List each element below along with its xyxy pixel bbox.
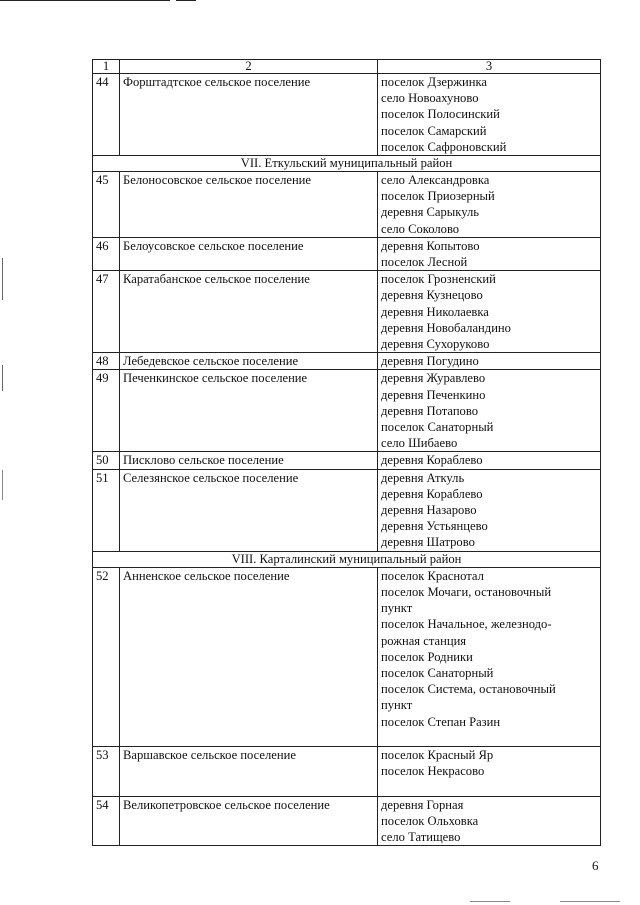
locality-item: поселок Санаторный bbox=[381, 420, 494, 435]
settlement-name: Белоусовское сельское поселение bbox=[120, 237, 378, 270]
locality-item: деревня Журавлево bbox=[381, 371, 486, 386]
row-number: 44 bbox=[93, 74, 120, 156]
settlement-name: Писклово сельское поселение bbox=[120, 452, 378, 469]
localities-cell bbox=[378, 271, 601, 353]
locality-item: деревня Горная bbox=[381, 797, 464, 812]
localities-cell bbox=[378, 370, 601, 452]
locality-item: пункт bbox=[381, 698, 413, 713]
locality-item: поселок Начальное, железнодо- bbox=[381, 617, 552, 632]
locality-item: поселок Мочаги, остановочный bbox=[381, 584, 552, 599]
scan-edge-mark bbox=[0, 0, 170, 1]
localities-cell bbox=[378, 353, 601, 370]
locality-item: поселок Краснотал bbox=[381, 568, 484, 583]
row-number: 53 bbox=[93, 746, 120, 796]
locality-item: поселок Приозерный bbox=[381, 189, 495, 204]
settlement-name: Каратабанское сельское поселение bbox=[120, 271, 378, 353]
locality-item: поселок Родники bbox=[381, 649, 473, 664]
settlement-name: Лебедевское сельское поселение bbox=[120, 353, 378, 370]
scan-edge-mark bbox=[2, 258, 3, 300]
locality-item bbox=[381, 779, 597, 795]
locality-item: деревня Кузнецово bbox=[381, 288, 483, 303]
locality-item: поселок Некрасово bbox=[381, 764, 485, 779]
scan-edge-mark bbox=[470, 901, 510, 902]
row-number: 51 bbox=[93, 469, 120, 551]
localities-cell bbox=[378, 452, 601, 469]
locality-item: деревня Шатрово bbox=[381, 535, 475, 550]
table-row bbox=[93, 452, 601, 469]
scan-edge-mark bbox=[560, 901, 620, 902]
locality-item: поселок Система, остановочный bbox=[381, 682, 556, 697]
locality-item: деревня Николаевка bbox=[381, 304, 489, 319]
locality-item: деревня Потапово bbox=[381, 403, 479, 418]
locality-item: деревня Сухоруково bbox=[381, 337, 490, 352]
table-row bbox=[93, 469, 601, 551]
table-row bbox=[93, 796, 601, 846]
settlement-name: Варшавское сельское поселение bbox=[120, 746, 378, 796]
locality-item: село Новоахуново bbox=[381, 91, 479, 106]
table-row bbox=[93, 271, 601, 353]
table-row bbox=[93, 74, 601, 156]
locality-item: поселок Полосинский bbox=[381, 107, 500, 122]
settlement-name: Селезянское сельское поселение bbox=[120, 469, 378, 551]
row-number: 49 bbox=[93, 370, 120, 452]
table-row bbox=[93, 746, 601, 796]
settlement-name: Белоносовское сельское поселение bbox=[120, 172, 378, 238]
locality-item: поселок Санаторный bbox=[381, 665, 494, 680]
locality-item: деревня Копытово bbox=[381, 238, 480, 253]
table-row bbox=[93, 237, 601, 270]
table-row bbox=[93, 567, 601, 746]
localities-cell bbox=[378, 469, 601, 551]
locality-item: деревня Аткуль bbox=[381, 470, 465, 485]
table-header-row bbox=[93, 60, 601, 74]
locality-item: поселок Самарский bbox=[381, 123, 487, 138]
localities-cell bbox=[378, 74, 601, 156]
localities-cell bbox=[378, 172, 601, 238]
locality-item: деревня Новобаландино bbox=[381, 320, 511, 335]
locality-item: село Александровка bbox=[381, 173, 490, 188]
locality-item: поселок Красный Яр bbox=[381, 747, 494, 762]
locality-item: деревня Погудино bbox=[381, 354, 479, 369]
section-heading: VIII. Карталинский муниципальный район bbox=[93, 551, 601, 567]
table-row bbox=[93, 353, 601, 370]
locality-item: пункт bbox=[381, 601, 413, 616]
locality-item: поселок Грозненский bbox=[381, 272, 496, 287]
locality-item: поселок Степан Разин bbox=[381, 714, 501, 729]
locality-item: поселок Лесной bbox=[381, 255, 468, 270]
table-row bbox=[93, 172, 601, 238]
localities-cell bbox=[378, 237, 601, 270]
locality-item: рожная станция bbox=[381, 633, 467, 648]
table-row bbox=[93, 370, 601, 452]
locality-item: деревня Кораблево bbox=[381, 486, 483, 501]
locality-item: деревня Печенкино bbox=[381, 387, 486, 402]
localities-cell bbox=[378, 567, 601, 746]
locality-item: поселок Сафроновский bbox=[381, 139, 507, 154]
locality-item: поселок Ольховка bbox=[381, 813, 479, 828]
settlement-name: Анненское сельское поселение bbox=[120, 567, 378, 746]
row-number: 45 bbox=[93, 172, 120, 238]
row-number: 46 bbox=[93, 237, 120, 270]
locality-item: село Соколово bbox=[381, 221, 460, 236]
column-header: 1 bbox=[93, 60, 120, 74]
row-number: 48 bbox=[93, 353, 120, 370]
locality-item: деревня Устьянцево bbox=[381, 519, 488, 534]
row-number: 50 bbox=[93, 452, 120, 469]
settlement-name: Великопетровское сельское поселение bbox=[120, 796, 378, 846]
row-number: 52 bbox=[93, 567, 120, 746]
locality-item bbox=[381, 730, 597, 746]
settlement-name: Печенкинское сельское поселение bbox=[120, 370, 378, 452]
locality-item: поселок Дзержинка bbox=[381, 75, 487, 89]
settlement-name: Форштадтское сельское поселение bbox=[120, 74, 378, 156]
scan-edge-mark bbox=[2, 365, 3, 391]
localities-cell bbox=[378, 746, 601, 796]
locality-item: село Татищево bbox=[381, 829, 461, 844]
locality-item: село Шибаево bbox=[381, 436, 458, 451]
row-number: 47 bbox=[93, 271, 120, 353]
section-heading-row bbox=[93, 551, 601, 567]
page-number: 6 bbox=[592, 858, 599, 873]
localities-cell bbox=[378, 796, 601, 846]
column-header: 3 bbox=[378, 60, 601, 74]
column-header: 2 bbox=[120, 60, 378, 74]
locality-item: деревня Назарово bbox=[381, 503, 477, 518]
section-heading: VII. Еткульский муниципальный район bbox=[93, 156, 601, 172]
scan-edge-mark bbox=[176, 0, 196, 1]
section-heading-row bbox=[93, 156, 601, 172]
scan-edge-mark bbox=[2, 470, 3, 500]
locality-item: деревня Кораблево bbox=[381, 453, 483, 468]
settlements-table bbox=[92, 59, 601, 846]
row-number: 54 bbox=[93, 796, 120, 846]
locality-item: деревня Сарыкуль bbox=[381, 205, 479, 220]
